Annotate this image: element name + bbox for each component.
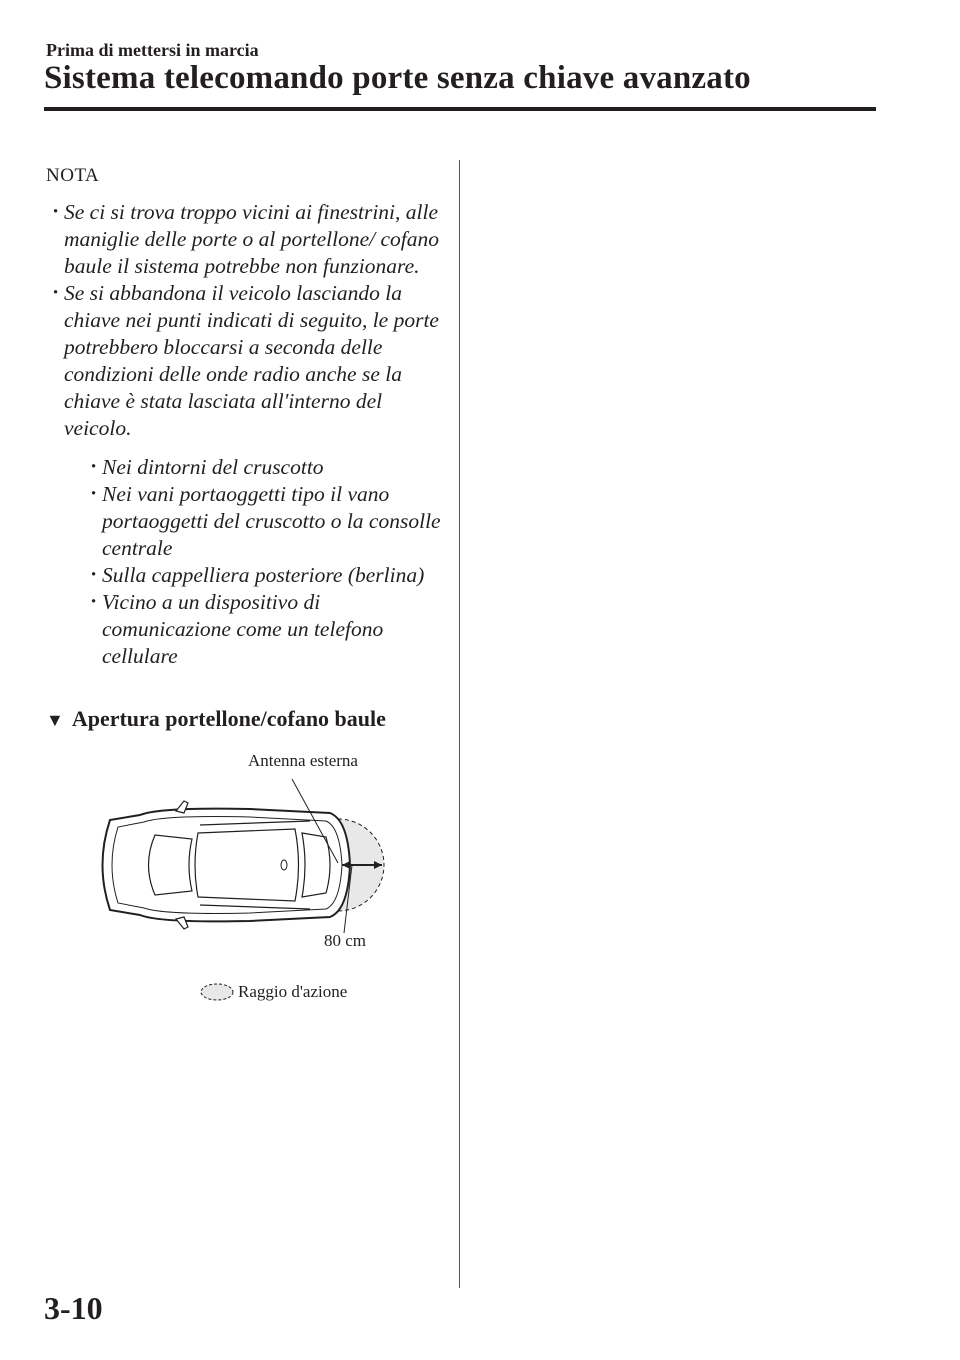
note-subitem: · Nei dintorni del cruscotto xyxy=(84,454,446,481)
distance-label: 80 cm xyxy=(324,931,367,950)
section-heading-text: Apertura portellone/cofano baule xyxy=(71,706,386,731)
note-list xyxy=(46,199,446,670)
page-title: Sistema telecomando porte senza chiave avanzato xyxy=(44,60,751,96)
section-label: Prima di mettersi in marcia xyxy=(46,40,259,60)
note-sublist xyxy=(84,454,446,670)
title-rule xyxy=(44,107,876,111)
column-divider xyxy=(459,160,460,1288)
page-number: 3-10 xyxy=(44,1290,103,1326)
note-heading: NOTA xyxy=(46,165,100,186)
note-item-text: Se ci si trova troppo vicini ai finestrini, alle maniglie delle porte o al portellone/ cofano baule il sistema potrebbe non funzionare. xyxy=(64,200,439,278)
car-top-view-diagram xyxy=(80,745,410,1015)
note-item-text: Se si abbandona il veicolo lasciando la chiave nei punti indicati di seguito, le porte potrebbero bloccarsi a seconda delle condizioni delle onde radio anche se la chiave è stata lasciata all'interno del veicolo. xyxy=(64,281,439,440)
section-heading xyxy=(46,706,386,732)
note-subitem: · Sulla cappelliera posteriore (berlina) xyxy=(84,562,446,589)
triangle-marker-icon: ▼ xyxy=(46,710,64,730)
note-subitem: · Vicino a un dispositivo di comunicazione come un telefono cellulare xyxy=(84,589,446,670)
note-item xyxy=(46,280,446,670)
note-item xyxy=(46,199,446,280)
antenna-label: Antenna esterna xyxy=(248,751,358,770)
legend-label: Raggio d'azione xyxy=(238,982,348,1001)
range-legend-swatch xyxy=(201,984,233,1000)
note-subitem: · Nei vani portaoggetti tipo il vano portaoggetti del cruscotto o la consolle centrale xyxy=(84,481,446,562)
antenna-range-figure xyxy=(80,745,410,1015)
car-body xyxy=(103,809,351,922)
note-block xyxy=(46,158,446,670)
